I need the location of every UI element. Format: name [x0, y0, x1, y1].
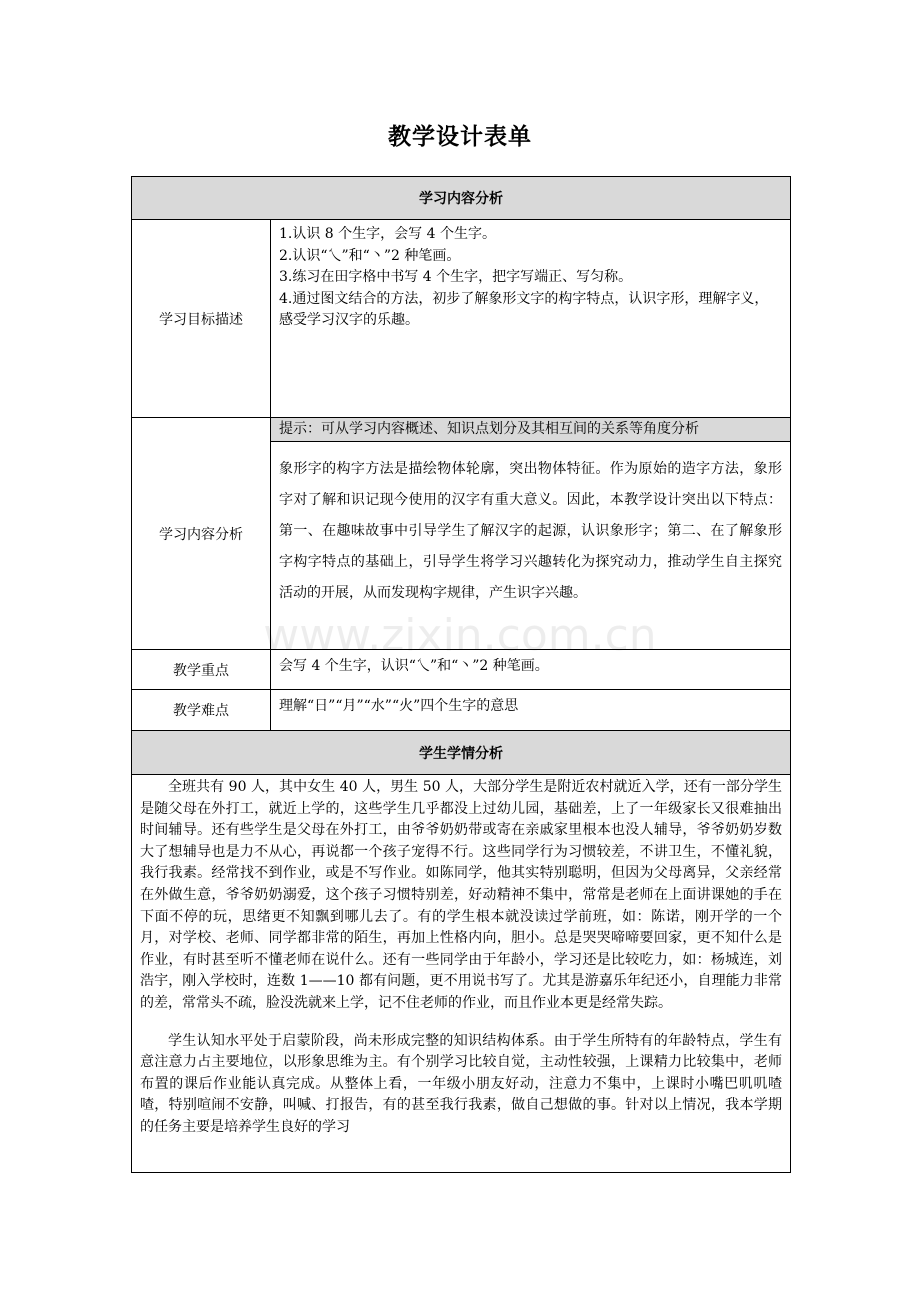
content-analysis-hint: 提示：可从学习内容概述、知识点划分及其相互间的关系等角度分析 — [271, 418, 790, 442]
content-analysis-section-header: 学习内容分析 — [132, 177, 791, 220]
key-points-row — [132, 650, 791, 690]
goal-item: 3.练习在田字格中书写 4 个生字，把字写端正、写匀称。 — [279, 269, 633, 285]
watermark-text: www.zixin.com.cn — [263, 610, 657, 661]
student-paragraph: 学生认知水平处于启蒙阶段，尚未形成完整的知识结构体系。由于学生所特有的年龄特点，学生有意注意力占主要地位，以形象思维为主。有个别学习比较自觉，主动性较强，上课精力比较集中，老师布置的课后作业能认真完成。从整体上看，一年级小朋友好动，注意力不集中，上课时小嘴巴叽叽喳喳，特别喧闹不安静，叫喊、打报告，有的甚至我行我素，做自己想做的事。针对以上情况，我本学期的任务主要是培养学生良好的学习 — [140, 1032, 782, 1135]
goals-label: 学习目标描述 — [132, 220, 271, 418]
key-points-label: 教学重点 — [132, 650, 271, 690]
key-points-text: 会写 4 个生字，认识“乀”和“丶”2 种笔画。 — [271, 650, 791, 690]
goals-row — [132, 220, 791, 418]
difficulties-row — [132, 690, 791, 731]
student-analysis-content — [132, 775, 791, 1173]
goal-item: 2.认识“乀”和“丶”2 种笔画。 — [279, 247, 461, 264]
design-form-table — [131, 176, 791, 1173]
page-title: 教学设计表单 — [388, 124, 532, 150]
goal-item: 1.认识 8 个生字，会写 4 个生字。 — [279, 226, 496, 242]
content-analysis-section-row — [132, 177, 791, 220]
difficulties-text: 理解“日”“月”“水”“火”四个生字的意思 — [271, 690, 791, 731]
student-analysis-section-header: 学生学情分析 — [132, 731, 791, 775]
difficulties-label: 教学难点 — [132, 690, 271, 731]
student-analysis-section-row — [132, 731, 791, 775]
student-analysis-row — [132, 775, 791, 1173]
goal-item: 4.通过图文结合的方法，初步了解象形文字的构字特点，认识字形，理解字义，感受学习汉字的乐趣。 — [279, 290, 769, 328]
goals-content — [271, 220, 791, 418]
content-analysis-label: 学习内容分析 — [132, 418, 271, 650]
content-analysis-row — [132, 418, 791, 650]
content-analysis-text: 象形字的构字方法是描绘物体轮廓，突出物体特征。作为原始的造字方法，象形字对了解和识记现今使用的汉字有重大意义。因此，本教学设计突出以下特点：第一、在趣味故事中引导学生了解汉字的起源，认识象形字；第二、在了解象形字构字特点的基础上，引导学生将学习兴趣转化为探究动力，推动学生自主探究活动的开展，从而发现构字规律，产生识字兴趣。 — [279, 461, 782, 601]
content-analysis-cell — [271, 418, 791, 650]
student-paragraph: 全班共有 90 人，其中女生 40 人，男生 50 人，大部分学生是附近农村就近入学，还有一部分学生是随父母在外打工，就近上学的，这些学生几乎都没上过幼儿园，基础差，上了一年级家长又很难抽出时间辅导。还有些学生是父母在外打工，由爷爷奶奶带或寄在亲戚家里根本也没人辅导，爷爷奶奶岁数大了想辅导也是力不从心，再说都一个孩子宠得不行。这些同学行为习惯较差，不讲卫生，不懂礼貌，我行我素。经常找不到作业，或是不写作业。如陈同学，他其实特别聪明，但因为父母离异，父亲经常在外做生意，爷爷奶奶溺爱，这个孩子习惯特别差，好动精神不集中，常常是老师在上面讲课她的手在下面不停的玩，思绪更不知飘到哪儿去了。有的学生根本就没读过学前班，如：陈诺，刚开学的一个月，对学校、老师、同学都非常的陌生，再加上性格内向，胆小。总是哭哭啼啼要回家，更不知什么是作业，有时甚至听不懂老师在说什么。还有一些同学由于年龄小，学习还是比较吃力，如：杨城连，刘浩宇，刚入学校时，连数 1——10 都有问题，更不用说书写了。尤其是游嘉乐年纪还小，自理能力非常的差，常常头不疏，脸没洗就来上学，记不住老师的作业，而且作业本更是经常失踪。 — [140, 779, 782, 1011]
